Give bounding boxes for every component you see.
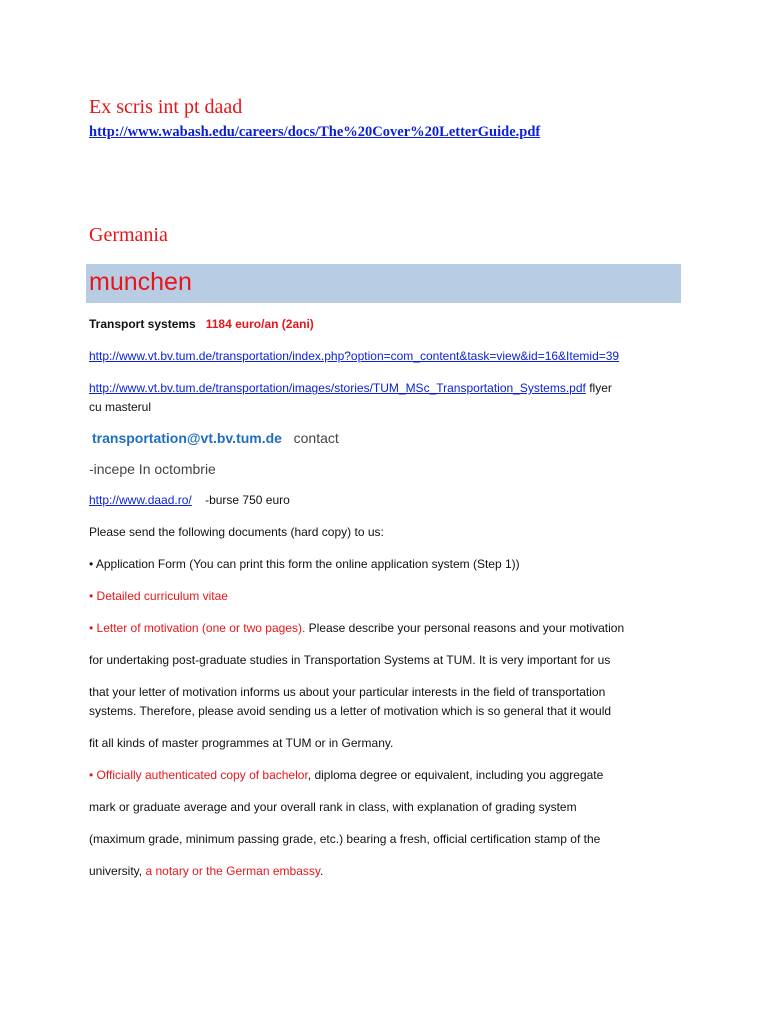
bachelor-copy-text: , diploma degree or equivalent, including you aggregate bbox=[307, 768, 604, 782]
program-info-link[interactable]: http://www.vt.bv.tum.de/transportation/index.php?option=com_content&task=view&id=16&Itemid=39 bbox=[89, 349, 620, 363]
documents-intro: Please send the following documents (hard copy) to us: bbox=[89, 525, 384, 539]
bachelor-line-4-start: university, bbox=[89, 864, 146, 878]
contact-line bbox=[92, 429, 692, 447]
bachelor-line-4 bbox=[89, 862, 689, 881]
country-heading: Germania bbox=[89, 224, 168, 246]
motivation-text: Please describe your personal reasons and your motivation bbox=[305, 621, 625, 635]
contact-email[interactable]: transportation@vt.bv.tum.de bbox=[92, 430, 282, 446]
bachelor-line-4-end: . bbox=[320, 864, 324, 878]
motivation-line-3: that your letter of motivation informs us about your particular interests in the field of transportation bbox=[89, 685, 606, 699]
page-title: Ex scris int pt daad bbox=[89, 96, 243, 118]
motivation-line-4: systems. Therefore, please avoid sending us a letter of motivation which is so general that it would bbox=[89, 704, 612, 718]
program-flyer-link[interactable]: http://www.vt.bv.tum.de/transportation/images/stories/TUM_MSc_Transportation_Systems.pdf bbox=[89, 381, 586, 395]
flyer-label: flyer bbox=[585, 381, 612, 395]
program-name: Transport systems bbox=[89, 317, 196, 331]
flyer-label-line2: cu masterul bbox=[89, 400, 152, 414]
cover-letter-guide-link[interactable]: http://www.wabash.edu/careers/docs/The%20Cover%20LetterGuide.pdf bbox=[89, 124, 541, 140]
motivation-heading: • Letter of motivation (one or two pages). bbox=[89, 621, 306, 635]
daad-link[interactable]: http://www.daad.ro/ bbox=[89, 493, 192, 507]
program-line bbox=[89, 315, 689, 334]
bachelor-copy-heading: • Officially authenticated copy of bachelor bbox=[89, 768, 308, 782]
motivation-line-5: fit all kinds of master programmes at TUM or in Germany. bbox=[89, 736, 394, 750]
contact-label: contact bbox=[293, 430, 339, 446]
doc-item-cv: • Detailed curriculum vitae bbox=[89, 589, 228, 603]
doc-item-bachelor-copy bbox=[89, 766, 689, 785]
bachelor-line-3: (maximum grade, minimum passing grade, etc.) bearing a fresh, official certification stamp of the bbox=[89, 832, 601, 846]
city-heading: munchen bbox=[89, 268, 192, 296]
bachelor-line-2: mark or graduate average and your overall rank in class, with explanation of grading system bbox=[89, 800, 577, 814]
start-date-note: -incepe In octombrie bbox=[89, 461, 216, 477]
program-fee: 1184 euro/an (2ani) bbox=[205, 317, 314, 331]
program-link-1-block bbox=[89, 347, 689, 366]
notary-text: a notary or the German embassy bbox=[145, 864, 320, 878]
motivation-line-2: for undertaking post-graduate studies in Transportation Systems at TUM. It is very important for us bbox=[89, 653, 611, 667]
doc-item-motivation bbox=[89, 619, 689, 638]
cover-letter-guide-link-block bbox=[89, 122, 609, 143]
scholarship-note: -burse 750 euro bbox=[205, 493, 290, 507]
daad-line bbox=[89, 491, 689, 510]
program-link-2-block bbox=[89, 379, 689, 398]
doc-item-application-form: • Application Form (You can print this form the online application system (Step 1)) bbox=[89, 557, 520, 571]
